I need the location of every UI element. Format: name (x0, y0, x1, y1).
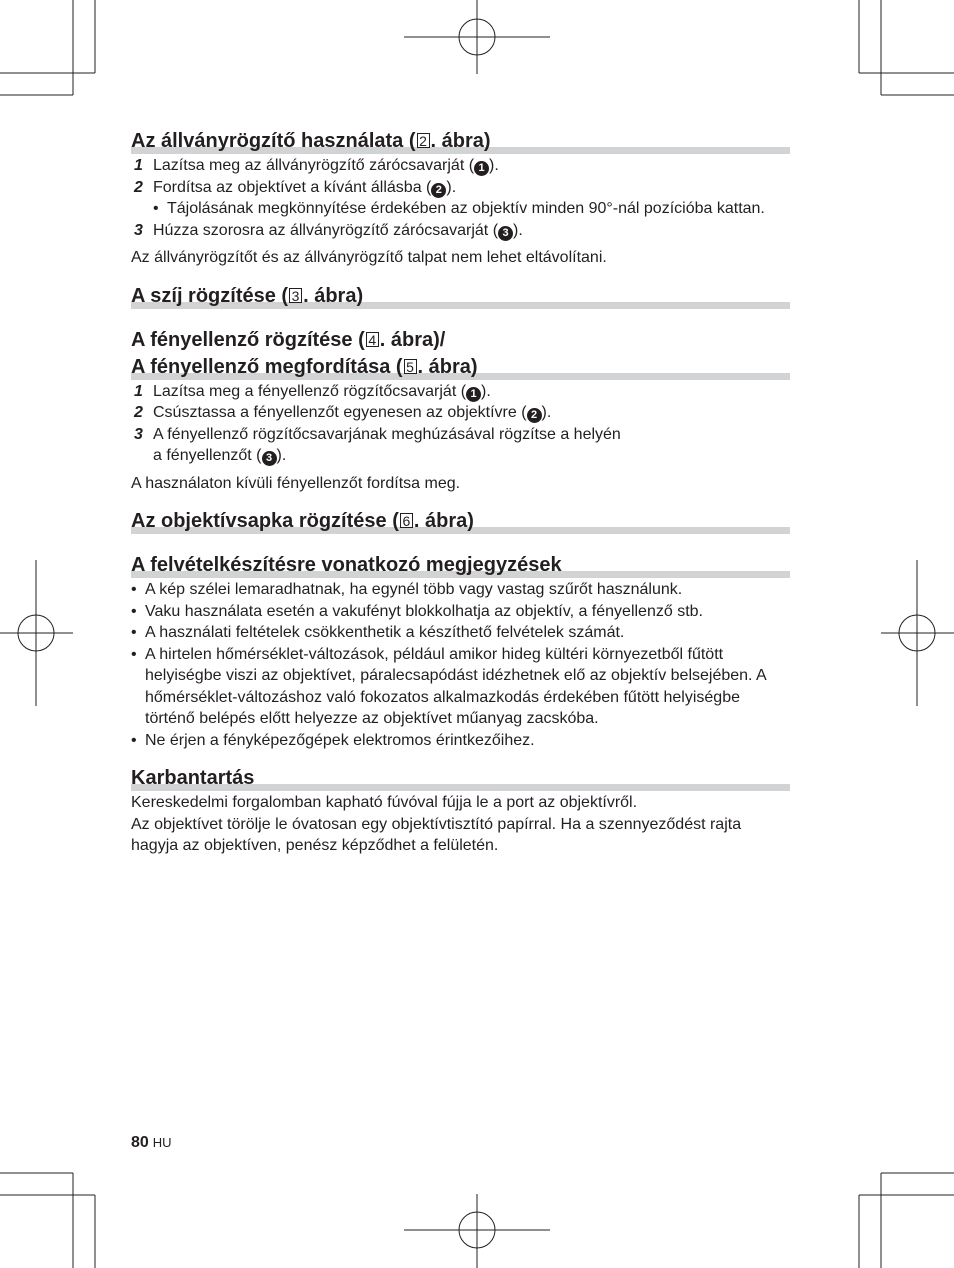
section-heading: A felvételkészítésre vonatkozó megjegyzések (131, 552, 790, 579)
list-item: • A kép szélei lemaradhatnak, ha egynél több vagy vastag szűrőt használunk. (131, 581, 683, 598)
section-heading: A szíj rögzítése ( 3 . ábra) (131, 283, 790, 310)
step-item: 2 Fordítsa az objektívet a kívánt állásba ( 2 ). (134, 178, 457, 196)
section-paragraph: Az objektívet törölje le óvatosan egy objektívtisztító papírral. Ha a szennyeződést rajta hagyja az objektíven, penész képződhet a felületén. (131, 815, 742, 854)
figure-number-box: 5 (404, 359, 417, 374)
list-item: • A hirtelen hőmérséklet-változások, például amikor hideg kültéri környezetből fűtött helyiségbe viszi az objektívet, páralecsapódást idézhetnek elő az objektív belsejében. A hőmérséklet-változáshoz való fokozatos alkalmazkodás érdekében fűtött helyiségbe történő belépés előtt helyezze az objektívet műanyag zacskóba. (131, 645, 766, 727)
section-hood (131, 327, 790, 495)
section-cap (131, 508, 790, 535)
section-paragraph: A használaton kívüli fényellenzőt fordítsa meg. (131, 474, 461, 492)
figure-number-box: 4 (366, 332, 379, 347)
section-tripod (131, 128, 790, 269)
section-care (131, 765, 790, 857)
list-item: • Vaku használata esetén a vakufényt blokkolhatja az objektív, a fényellenző stb. (131, 602, 703, 620)
language-code: HU (152, 1135, 172, 1150)
section-paragraph: Az állványrögzítőt és az állványrögzítő talpat nem lehet eltávolítani. (131, 249, 607, 266)
callout-number-icon: 2 (527, 408, 542, 423)
figure-number-box: 6 (400, 513, 413, 528)
list-item: • Ne érjen a fényképezőgépek elektromos érintkezőihez. (131, 731, 535, 749)
step-item: 1 Lazítsa meg az állványrögzítő zárócsavarját ( 1 ). (134, 157, 499, 174)
section-notes (131, 552, 790, 751)
section-paragraph: Kereskedelmi forgalomban kapható fúvóval fújja le a port az objektívről. (131, 794, 638, 811)
step-item: 3 Húzza szorosra az állványrögzítő zárócsavarját ( 3 ). (134, 221, 523, 239)
figure-number-box: 3 (289, 288, 302, 303)
step-note: • Tájolásának megkönnyítése érdekében az objektív minden 90°-nál pozícióba kattan. (153, 200, 765, 217)
page-number: 80 (131, 1134, 149, 1151)
page-content (131, 128, 790, 857)
step-item: 1 Lazítsa meg a fényellenző rögzítőcsavarját ( 1 ). (134, 382, 491, 400)
callout-number-icon: 2 (431, 183, 446, 198)
section-heading: A fényellenző megfordítása ( 5 . ábra) (131, 354, 790, 381)
figure-number-box: 2 (417, 133, 430, 148)
page-footer (131, 1133, 172, 1153)
section-heading: Az állványrögzítő használata ( 2 . ábra) (131, 128, 790, 155)
step-item: 2 Csúsztassa a fényellenzőt egyenesen az objektívre ( 2 ). (134, 404, 552, 421)
step-item: 3 A fényellenző rögzítőcsavarjának meghúzásával rögzítse a helyén a fényellenzőt ( 3 ). (134, 425, 621, 464)
callout-number-icon: 1 (466, 387, 481, 402)
callout-number-icon: 1 (474, 161, 489, 176)
list-item: • A használati feltételek csökkenthetik a készíthető felvételek számát. (131, 624, 625, 641)
callout-number-icon: 3 (262, 451, 277, 466)
section-heading-line: A fényellenző rögzítése ( 4 . ábra)/ (131, 328, 446, 351)
section-heading: Az objektívsapka rögzítése ( 6 . ábra) (131, 508, 790, 535)
section-strap (131, 283, 790, 310)
callout-number-icon: 3 (498, 226, 513, 241)
section-heading: Karbantartás (131, 765, 790, 792)
